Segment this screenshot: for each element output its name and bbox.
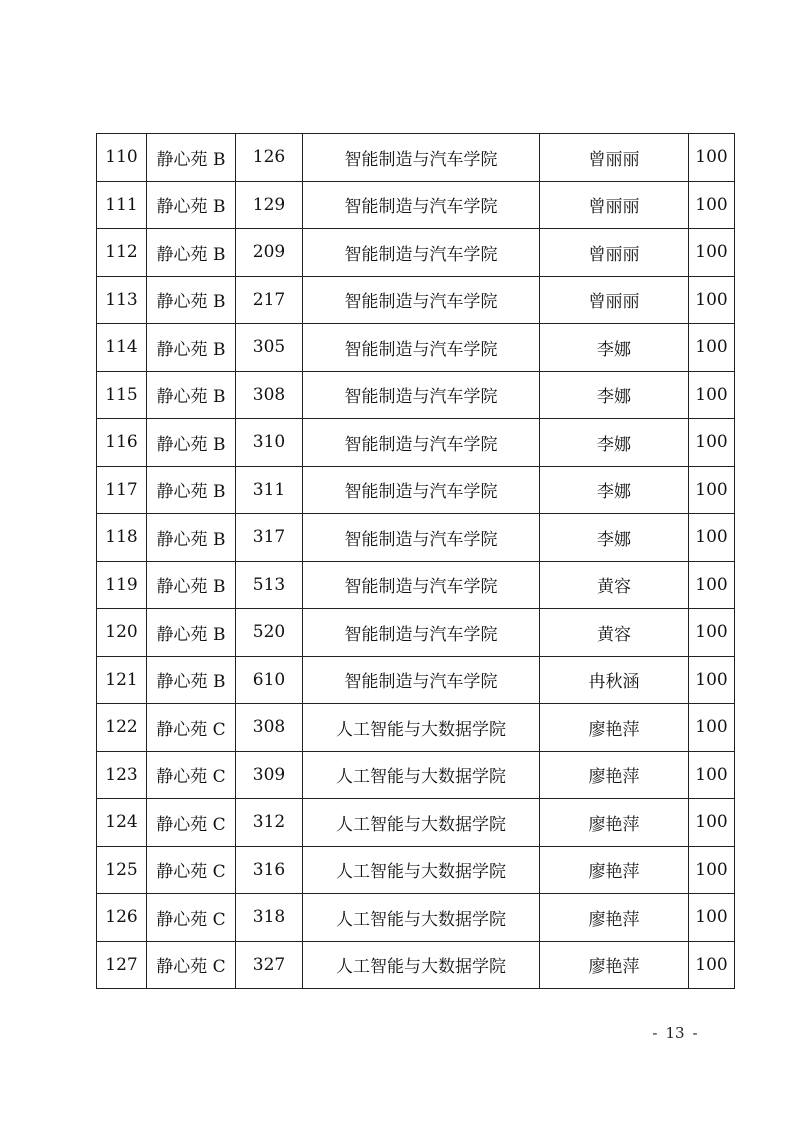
name-cell: 廖艳萍 — [540, 894, 689, 942]
table-row — [97, 371, 735, 419]
name-cell: 李娜 — [540, 514, 689, 562]
building-cell: 静心苑 C — [147, 704, 236, 752]
building-cell: 静心苑 B — [147, 514, 236, 562]
score-cell: 100 — [689, 134, 735, 182]
name-cell: 李娜 — [540, 466, 689, 514]
score-cell: 100 — [689, 466, 735, 514]
score-cell: 100 — [689, 941, 735, 989]
table-row — [97, 324, 735, 372]
row-number-cell: 116 — [97, 419, 147, 467]
score-cell: 100 — [689, 419, 735, 467]
row-number-cell: 124 — [97, 799, 147, 847]
room-number-cell: 310 — [236, 419, 303, 467]
table-row — [97, 609, 735, 657]
name-cell: 李娜 — [540, 324, 689, 372]
college-cell: 人工智能与大数据学院 — [303, 846, 540, 894]
name-cell: 冉秋涵 — [540, 656, 689, 704]
room-number-cell: 209 — [236, 229, 303, 277]
score-cell: 100 — [689, 656, 735, 704]
name-cell: 廖艳萍 — [540, 799, 689, 847]
name-cell: 廖艳萍 — [540, 941, 689, 989]
building-cell: 静心苑 B — [147, 181, 236, 229]
college-cell: 智能制造与汽车学院 — [303, 276, 540, 324]
room-number-cell: 316 — [236, 846, 303, 894]
row-number-cell: 120 — [97, 609, 147, 657]
building-cell: 静心苑 C — [147, 941, 236, 989]
college-cell: 人工智能与大数据学院 — [303, 751, 540, 799]
score-cell: 100 — [689, 846, 735, 894]
building-cell: 静心苑 C — [147, 799, 236, 847]
college-cell: 智能制造与汽车学院 — [303, 514, 540, 562]
name-cell: 曾丽丽 — [540, 181, 689, 229]
college-cell: 智能制造与汽车学院 — [303, 134, 540, 182]
name-cell: 廖艳萍 — [540, 846, 689, 894]
building-cell: 静心苑 B — [147, 229, 236, 277]
table-row — [97, 751, 735, 799]
building-cell: 静心苑 B — [147, 466, 236, 514]
score-cell: 100 — [689, 561, 735, 609]
college-cell: 人工智能与大数据学院 — [303, 941, 540, 989]
college-cell: 智能制造与汽车学院 — [303, 181, 540, 229]
row-number-cell: 115 — [97, 371, 147, 419]
college-cell: 智能制造与汽车学院 — [303, 609, 540, 657]
room-number-cell: 317 — [236, 514, 303, 562]
room-number-cell: 308 — [236, 371, 303, 419]
row-number-cell: 121 — [97, 656, 147, 704]
room-number-cell: 327 — [236, 941, 303, 989]
row-number-cell: 111 — [97, 181, 147, 229]
score-cell: 100 — [689, 799, 735, 847]
name-cell: 李娜 — [540, 419, 689, 467]
row-number-cell: 110 — [97, 134, 147, 182]
college-cell: 智能制造与汽车学院 — [303, 229, 540, 277]
college-cell: 人工智能与大数据学院 — [303, 704, 540, 752]
building-cell: 静心苑 B — [147, 419, 236, 467]
building-cell: 静心苑 B — [147, 609, 236, 657]
score-cell: 100 — [689, 751, 735, 799]
college-cell: 智能制造与汽车学院 — [303, 656, 540, 704]
building-cell: 静心苑 B — [147, 324, 236, 372]
building-cell: 静心苑 B — [147, 371, 236, 419]
score-cell: 100 — [689, 276, 735, 324]
room-number-cell: 309 — [236, 751, 303, 799]
page-number-value: 13 — [665, 1024, 685, 1042]
row-number-cell: 127 — [97, 941, 147, 989]
room-number-cell: 318 — [236, 894, 303, 942]
table-row — [97, 419, 735, 467]
name-cell: 曾丽丽 — [540, 134, 689, 182]
name-cell: 曾丽丽 — [540, 229, 689, 277]
row-number-cell: 122 — [97, 704, 147, 752]
table-body — [97, 134, 735, 989]
name-cell: 黄容 — [540, 609, 689, 657]
room-number-cell: 513 — [236, 561, 303, 609]
college-cell: 智能制造与汽车学院 — [303, 466, 540, 514]
table-row — [97, 656, 735, 704]
page-number — [620, 1024, 730, 1042]
page-number-dash-left: - — [652, 1024, 658, 1042]
table-row — [97, 514, 735, 562]
row-number-cell: 112 — [97, 229, 147, 277]
table-row — [97, 229, 735, 277]
table-row — [97, 276, 735, 324]
building-cell: 静心苑 C — [147, 894, 236, 942]
score-cell: 100 — [689, 704, 735, 752]
table-row — [97, 561, 735, 609]
name-cell: 黄容 — [540, 561, 689, 609]
row-number-cell: 114 — [97, 324, 147, 372]
row-number-cell: 125 — [97, 846, 147, 894]
room-number-cell: 311 — [236, 466, 303, 514]
table-row — [97, 466, 735, 514]
room-number-cell: 217 — [236, 276, 303, 324]
college-cell: 智能制造与汽车学院 — [303, 324, 540, 372]
score-cell: 100 — [689, 324, 735, 372]
table-row — [97, 894, 735, 942]
college-cell: 智能制造与汽车学院 — [303, 371, 540, 419]
row-number-cell: 117 — [97, 466, 147, 514]
building-cell: 静心苑 B — [147, 276, 236, 324]
row-number-cell: 113 — [97, 276, 147, 324]
college-cell: 人工智能与大数据学院 — [303, 894, 540, 942]
table-row — [97, 941, 735, 989]
room-number-cell: 520 — [236, 609, 303, 657]
table-row — [97, 799, 735, 847]
building-cell: 静心苑 C — [147, 846, 236, 894]
dormitory-score-table — [96, 133, 735, 989]
score-cell: 100 — [689, 371, 735, 419]
score-cell: 100 — [689, 894, 735, 942]
building-cell: 静心苑 B — [147, 134, 236, 182]
college-cell: 人工智能与大数据学院 — [303, 799, 540, 847]
name-cell: 李娜 — [540, 371, 689, 419]
score-cell: 100 — [689, 181, 735, 229]
row-number-cell: 118 — [97, 514, 147, 562]
table-row — [97, 846, 735, 894]
score-cell: 100 — [689, 514, 735, 562]
page-number-dash-right: - — [692, 1024, 698, 1042]
room-number-cell: 312 — [236, 799, 303, 847]
row-number-cell: 126 — [97, 894, 147, 942]
row-number-cell: 119 — [97, 561, 147, 609]
building-cell: 静心苑 B — [147, 561, 236, 609]
table-row — [97, 134, 735, 182]
name-cell: 曾丽丽 — [540, 276, 689, 324]
name-cell: 廖艳萍 — [540, 751, 689, 799]
table-row — [97, 181, 735, 229]
score-cell: 100 — [689, 609, 735, 657]
room-number-cell: 305 — [236, 324, 303, 372]
building-cell: 静心苑 B — [147, 656, 236, 704]
score-cell: 100 — [689, 229, 735, 277]
room-number-cell: 129 — [236, 181, 303, 229]
room-number-cell: 308 — [236, 704, 303, 752]
college-cell: 智能制造与汽车学院 — [303, 561, 540, 609]
college-cell: 智能制造与汽车学院 — [303, 419, 540, 467]
building-cell: 静心苑 C — [147, 751, 236, 799]
name-cell: 廖艳萍 — [540, 704, 689, 752]
room-number-cell: 610 — [236, 656, 303, 704]
row-number-cell: 123 — [97, 751, 147, 799]
table-row — [97, 704, 735, 752]
room-number-cell: 126 — [236, 134, 303, 182]
